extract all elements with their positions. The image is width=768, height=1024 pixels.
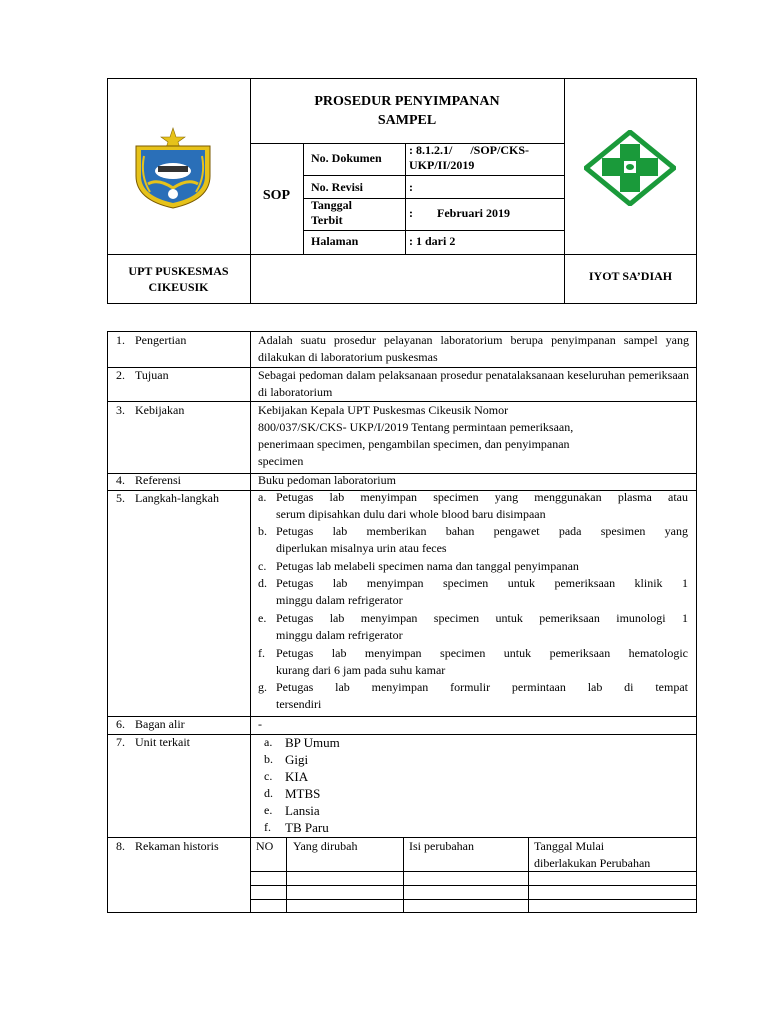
section-5-label: Langkah-langkah — [135, 491, 219, 505]
organization-name: UPT PUSKESMAS CIKEUSIK — [128, 264, 229, 294]
field-value-tanggal-terbit: : Februari 2019 — [409, 206, 510, 220]
section-1-label: Pengertian — [135, 333, 187, 347]
section-6-number: 6. — [116, 717, 125, 731]
field-label-no-dokumen: No. Dokumen — [311, 151, 382, 165]
regency-emblem-logo — [128, 126, 218, 210]
field-value-no-dokumen: : 8.1.2.1/ /SOP/CKS- UKP/II/2019 — [409, 143, 530, 172]
section-1-number: 1. — [116, 333, 125, 347]
history-col-no: NO — [256, 839, 274, 853]
section-5-number: 5. — [116, 491, 125, 505]
list-item: c. KIA — [264, 769, 309, 784]
list-item: d. MTBS — [264, 786, 321, 801]
history-col-tanggal: Tanggal Mulai diberlakukan Perubahan — [534, 839, 651, 870]
field-value-halaman: : 1 dari 2 — [409, 234, 456, 248]
unit-terkait-list — [264, 734, 464, 836]
history-col-isi-perubahan: Isi perubahan — [409, 839, 474, 853]
signer-name: IYOT SA’DIAH — [588, 269, 673, 283]
field-label-tanggal-terbit: Tanggal Terbit — [311, 198, 352, 227]
section-6-text: - — [258, 717, 262, 731]
section-4-text: Buku pedoman laboratorium — [258, 473, 396, 487]
section-7-number: 7. — [116, 735, 125, 749]
section-3-number: 3. — [116, 403, 125, 417]
section-4-number: 4. — [116, 473, 125, 487]
section-7-label: Unit terkait — [135, 735, 190, 749]
list-item: e. Petugas lab menyimpan specimen untuk pemeriksaan imunologi 1 minggu dalam refrigerator — [258, 611, 688, 642]
history-col-yang-dirubah: Yang dirubah — [293, 839, 358, 853]
list-item: g. Petugas lab menyimpan formulir permintaan lab di tempat tersendiri — [258, 680, 688, 711]
langkah-steps-list — [258, 489, 690, 713]
section-2-number: 2. — [116, 368, 125, 382]
list-item: f. TB Paru — [264, 820, 329, 835]
field-value-no-revisi: : — [409, 180, 413, 194]
list-item: c. Petugas lab melabeli specimen nama dan tanggal penyimpanan — [258, 559, 579, 573]
field-label-halaman: Halaman — [311, 234, 359, 248]
sop-label: SOP — [262, 188, 291, 203]
list-item: a. Petugas lab menyimpan specimen yang menggunakan plasma atau serum dipisahkan dulu dari whole blood baru disimpaan — [258, 490, 688, 521]
section-4-label: Referensi — [135, 473, 181, 487]
section-3-label: Kebijakan — [135, 403, 185, 417]
section-3-text: Kebijakan Kepala UPT Puskesmas Cikeusik Nomor 800/037/SK/CKS- UKP/I/2019 Tentang permintaan pemeriksaan, penerimaan specimen, pengambilan specimen, dan penyimpanan specimen — [258, 403, 574, 468]
section-8-number: 8. — [116, 839, 125, 853]
field-label-no-revisi: No. Revisi — [311, 180, 363, 194]
list-item: b. Petugas lab memberikan bahan pengawet pada spesimen yang diperlukan misalnya urin atau feces — [258, 524, 688, 555]
list-item: d. Petugas lab menyimpan specimen untuk pemeriksaan klinik 1 minggu dalam refrigerator — [258, 576, 688, 607]
list-item: a. BP Umum — [264, 735, 340, 750]
section-2-label: Tujuan — [135, 368, 169, 382]
section-6-label: Bagan alir — [135, 717, 185, 731]
puskesmas-cross-logo — [584, 130, 676, 206]
section-2-text: Sebagai pedoman dalam pelaksanaan prosedur penatalaksanaan keseluruhan pemeriksaan di laboratorium — [258, 368, 689, 399]
list-item: f. Petugas lab menyimpan specimen untuk pemeriksaan hematologic kurang dari 6 jam pada suhu kamar — [258, 646, 688, 677]
list-item: e. Lansia — [264, 803, 320, 818]
section-1-text: Adalah suatu prosedur pelayanan laboratorium berupa penyimpanan sampel yang dilakukan di laboratorium puskesmas — [258, 333, 689, 364]
document-title: PROSEDUR PENYIMPANAN SAMPEL — [314, 94, 500, 128]
list-item: b. Gigi — [264, 752, 309, 767]
section-8-label: Rekaman historis — [135, 839, 219, 853]
